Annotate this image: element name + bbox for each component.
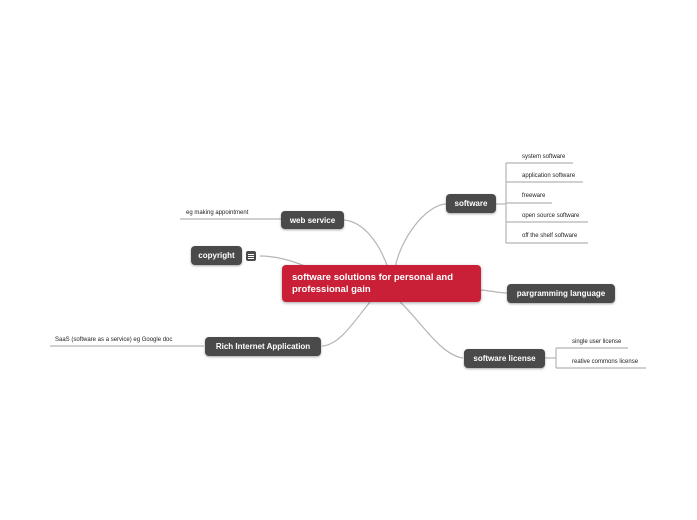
topic-rich-internet-application[interactable]: Rich Internet Application bbox=[205, 337, 321, 356]
topic-software[interactable]: software bbox=[446, 194, 496, 213]
leaf-application-software[interactable]: application software bbox=[522, 173, 576, 179]
leaf-saas[interactable]: SaaS (software as a service) eg Google doc bbox=[55, 337, 173, 343]
leaf-system-software[interactable]: system software bbox=[522, 154, 566, 160]
leaf-open-source-software[interactable]: open source software bbox=[522, 213, 580, 219]
leaf-reative-commons-license[interactable]: reative commons license bbox=[572, 359, 639, 365]
topic-web-service[interactable]: web service bbox=[281, 211, 344, 229]
topic-programming-language[interactable]: pargramming language bbox=[507, 284, 615, 303]
central-topic[interactable]: software solutions for personal and professional gain bbox=[282, 265, 481, 302]
leaf-single-user-license[interactable]: single user license bbox=[572, 339, 622, 345]
note-icon[interactable] bbox=[246, 251, 256, 261]
leaf-off-the-shelf-software[interactable]: off the shelf software bbox=[522, 233, 578, 239]
topic-software-license[interactable]: software license bbox=[464, 349, 545, 368]
leaf-freeware[interactable]: freeware bbox=[522, 193, 546, 199]
leaf-eg-making-appointment[interactable]: eg making appointment bbox=[186, 210, 249, 216]
topic-copyright[interactable]: copyright bbox=[191, 246, 242, 265]
